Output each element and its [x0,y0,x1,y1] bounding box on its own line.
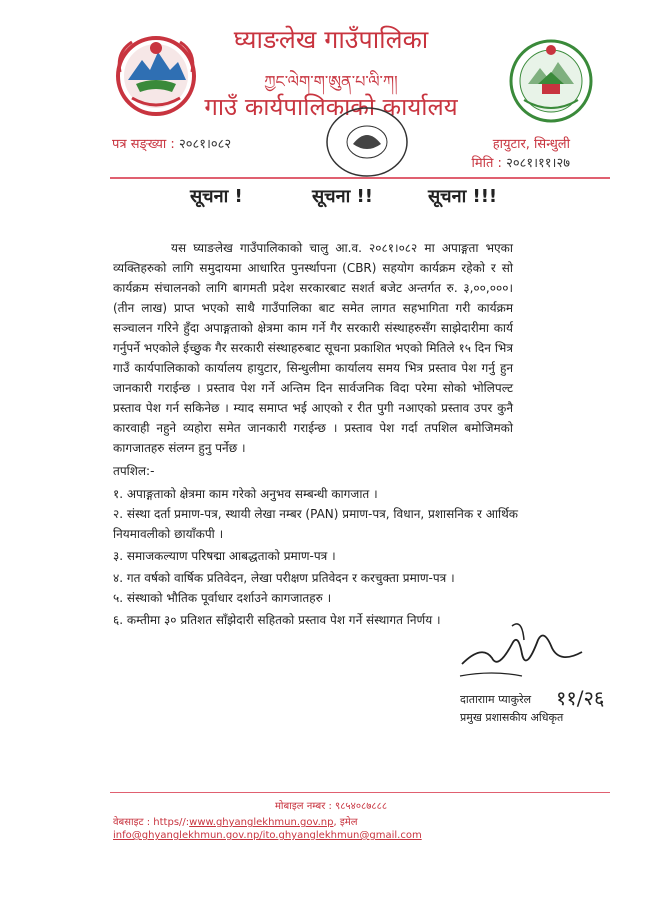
nepal-emblem-icon [112,32,200,118]
office-stamp [323,104,411,180]
signature-date: ११/२६ [556,686,605,710]
municipality-title-tibetan: ཀྱང་ལེག་ག་ཨུན་པ་ལི་ཀ། [264,72,398,91]
email-label: , इमेल [333,817,358,828]
annex-item-3: ३. समाजकल्याण परिषद्मा आबद्धताको प्रमाण-पत्र । [113,549,336,563]
date-value: २०८१।११।२७ [506,156,570,171]
date-label: मिति : [471,156,502,171]
email-link[interactable]: info@ghyanglekhmun.gov.np/ito.ghyanglekhmun@gmail.com [113,830,422,841]
office-title: गाउँ कार्यपालिकाको कार्यालय [204,93,458,121]
mobile-number: मोबाइल नम्बर : ९८५४०८७८८८ [274,801,388,812]
notice-heading-2: सूचना !! [312,186,373,207]
signatory-name: दातारााम प्याकुरेल [460,693,532,706]
office-address: हायुटार, सिन्धुली [492,137,570,152]
annex-item-2: २. संस्था दर्ता प्रमाण-पत्र, स्थायी लेखा नम्बर (PAN) प्रमाण-पत्र, विधान, प्रशासनिक र आर्थिक नियमावलीको छायाँकपी । [113,507,518,541]
annex-item-1: १. अपाङ्गताको क्षेत्रमा काम गरेको अनुभव सम्बन्धी कागजात । [113,487,378,501]
annex-label: तपशिल:- [113,464,155,478]
notice-body: यस घ्याङलेख गाउँपालिकाको चालु आ.व. २०८१।०८२ मा अपाङ्गता भएका व्यक्तिहरुको लागि समुदायमा आधारित पुनर्स्थापना (CBR) सहयोग कार्यक्रम रहेको र सो कार्यक्रम संचालनको लागि बागमती प्रदेश सरकारबाट सशर्त बजेट अन्तर्गत रु. ३,००,०००। (तीन लाख) प्राप्त भएको साथै गाउँपालिका बाट समेत लागत सहभागिता गरी कार्यक्रम सञ्चालन गरिने हुँदा अपाङ्गताको क्षेत्रमा काम गर्ने गैर सरकारी संस्थाहरुसँग साझेदारीमा कार्य गर्नुपर्ने भएकोले ईच्छुक गैर सरकारी संस्थाहरुबाट सूचना प्रकाशित भएको मितिले १५ दिन भित्र गाउँ कार्यपालिकाको कार्यालय हायुटार, सिन्धुलीमा कार्यालय समय भित्र प्रस्ताव पेश गर्नु हुन जानकारी गराईन्छ । प्रस्ताव पेश गर्ने अन्तिम दिन सार्वजनिक विदा परेमा सोको भोलिपल्ट प्रस्ताव पेश गर्न सकिनेछ । म्याद समाप्त भई आएको र रीत पुगी नआएको प्रस्ताव उपर कुनै कारवाही नहुने व्यहोरा समेत जानकारी गराईन्छ । प्रस्ताव पेश गर्दा तपशिल बमोजिमको कागजातहरु संलग्न हुनु पर्नेछ । [113,241,513,455]
header-divider [110,177,610,179]
letter-date [471,153,570,171]
website-line [113,814,358,828]
annex-item-6: ६. कम्तीमा ३० प्रतिशत साँझेदारी सहितको प्रस्ताव पेश गर्ने संस्थागत निर्णय । [113,613,441,627]
municipality-seal-icon [508,38,594,124]
annex-item-4: ४. गत वर्षको वार्षिक प्रतिवेदन, लेखा परीक्षण प्रतिवेदन र करचुक्ता प्रमाण-पत्र । [113,571,455,585]
website-label: वेबसाइट : https//: [113,817,190,828]
reference-number [112,134,231,152]
signatory-title: प्रमुख प्रशासकीय अधिकृत [460,711,564,724]
website-link[interactable]: www.ghyanglekhmun.gov.np [189,817,334,828]
notice-heading-1: सूचना ! [190,186,243,207]
annex-item-5: ५. संस्थाको भौतिक पूर्वाधार दर्शाउने कागजातहरु । [113,591,332,605]
reference-label: पत्र सङ्ख्या : [112,137,175,152]
footer-divider [110,792,610,793]
municipality-title: घ्याङलेख गाउँपालिका [233,25,429,54]
notice-heading-3: सूचना !!! [428,186,498,207]
reference-value: २०८१।०८२ [178,137,232,152]
